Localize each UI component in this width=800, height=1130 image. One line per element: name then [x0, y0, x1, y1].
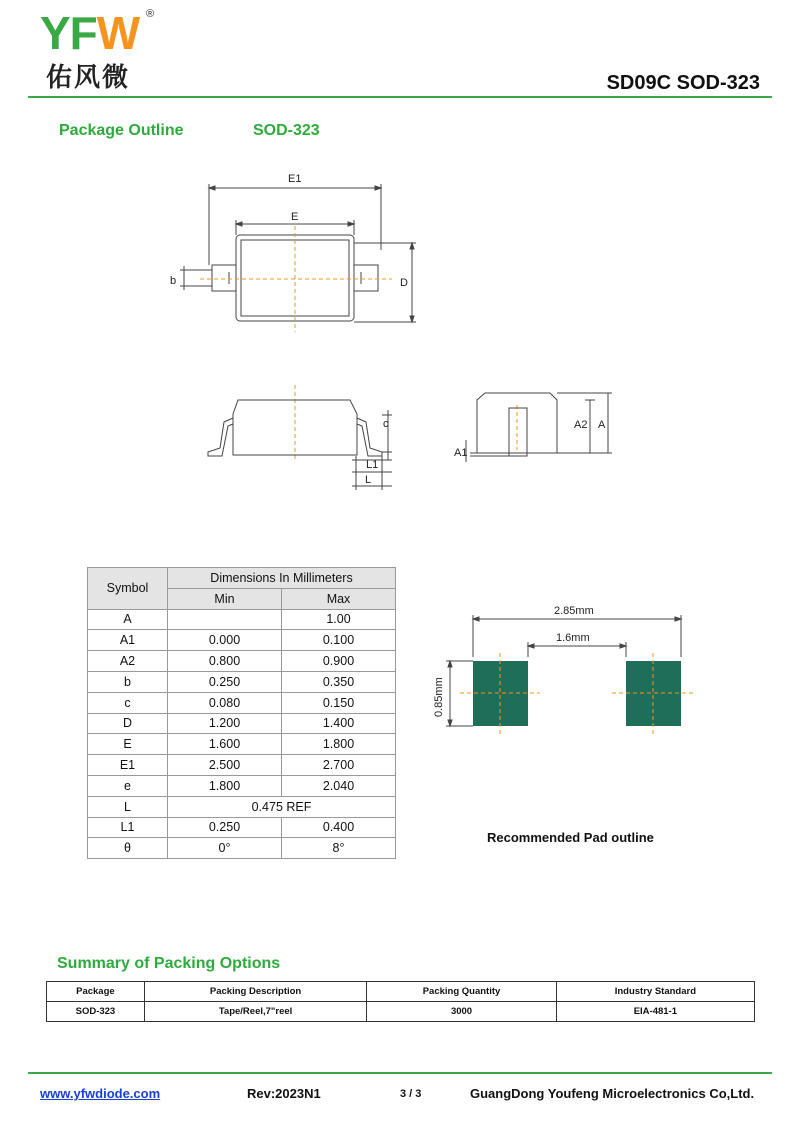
website-link[interactable]: www.yfwdiode.com: [40, 1086, 161, 1101]
pad-overall-width: 2.85mm: [554, 605, 594, 617]
label-d: D: [400, 277, 408, 289]
cell-min: 0°: [168, 838, 282, 859]
cell-min: 0.800: [168, 651, 282, 672]
cell-package: SOD-323: [47, 1002, 145, 1022]
cell-max: 0.400: [282, 817, 396, 838]
pad-caption: Recommended Pad outline: [487, 830, 654, 845]
cell-symbol: A1: [88, 630, 168, 651]
revision: Rev:2023N1: [247, 1086, 321, 1101]
label-l: L: [365, 474, 372, 486]
header-package: Package: [47, 982, 145, 1002]
cell-symbol: b: [88, 671, 168, 692]
cell-symbol: L: [88, 796, 168, 817]
package-outline-drawing: [0, 160, 800, 500]
dimensions-table: [87, 567, 396, 859]
cell-max: 2.040: [282, 775, 396, 796]
table-row: [88, 775, 396, 796]
label-b: b: [170, 275, 177, 287]
cell-min: 1.200: [168, 713, 282, 734]
label-a2: A2: [574, 419, 588, 431]
company-logo: YFW: [40, 7, 140, 59]
cell-symbol: L1: [88, 817, 168, 838]
packing-heading: Summary of Packing Options: [57, 955, 281, 972]
header-divider: [28, 96, 772, 98]
company-logo-chinese: 佑风微: [46, 63, 131, 93]
cell-packing-description: Tape/Reel,7"reel: [144, 1002, 366, 1022]
cell-max: 0.100: [282, 630, 396, 651]
cell-max: 0.350: [282, 671, 396, 692]
cell-min: 1.600: [168, 734, 282, 755]
cell-industry-standard: EIA-481-1: [556, 1002, 754, 1022]
pad-outline-drawing: [420, 595, 720, 740]
footer-divider: [28, 1072, 772, 1074]
cell-min: 0.250: [168, 671, 282, 692]
label-e: E: [291, 211, 299, 223]
cell-symbol: D: [88, 713, 168, 734]
header-packing-quantity: Packing Quantity: [367, 982, 556, 1002]
cell-symbol: A: [88, 609, 168, 630]
table-header-row: [47, 982, 755, 1002]
table-row: [88, 734, 396, 755]
cell-max: 2.700: [282, 755, 396, 776]
cell-min: 0.250: [168, 817, 282, 838]
cell-symbol: θ: [88, 838, 168, 859]
label-e1: E1: [288, 173, 302, 185]
cell-max: 1.400: [282, 713, 396, 734]
package-type-label: SOD-323: [253, 122, 320, 139]
cell-packing-quantity: 3000: [367, 1002, 556, 1022]
label-l1: L1: [366, 459, 379, 471]
pad-height: 0.85mm: [433, 677, 445, 717]
table-row: [88, 630, 396, 651]
cell-symbol: c: [88, 692, 168, 713]
page-number: 3 / 3: [400, 1088, 422, 1100]
table-row: [88, 755, 396, 776]
label-c: c: [383, 418, 389, 430]
symbol-header: Symbol: [88, 568, 168, 610]
table-row: [88, 713, 396, 734]
table-row: [88, 651, 396, 672]
dimensions-group-header: Dimensions In Millimeters: [168, 568, 396, 589]
document-title: SD09C SOD-323: [606, 72, 760, 94]
cell-max: 1.00: [282, 609, 396, 630]
cell-symbol: E1: [88, 755, 168, 776]
cell-ref: 0.475 REF: [168, 796, 396, 817]
cell-max: 1.800: [282, 734, 396, 755]
company-name: GuangDong Youfeng Microelectronics Co,Ltd.: [470, 1086, 755, 1101]
cell-max: 0.150: [282, 692, 396, 713]
cell-max: 8°: [282, 838, 396, 859]
pad-gap-width: 1.6mm: [556, 632, 590, 644]
registered-mark: ®: [146, 8, 155, 20]
cell-min: 1.800: [168, 775, 282, 796]
table-row: [47, 1002, 755, 1022]
cell-symbol: E: [88, 734, 168, 755]
package-outline-heading: Package Outline: [59, 122, 184, 139]
cell-max: 0.900: [282, 651, 396, 672]
label-a1: A1: [454, 447, 468, 459]
table-row: [88, 671, 396, 692]
table-row: [88, 692, 396, 713]
table-row: [88, 609, 396, 630]
table-row: [88, 796, 396, 817]
cell-min: 0.000: [168, 630, 282, 651]
header-packing-description: Packing Description: [144, 982, 366, 1002]
max-header: Max: [282, 588, 396, 609]
cell-min: 0.080: [168, 692, 282, 713]
header-industry-standard: Industry Standard: [556, 982, 754, 1002]
min-header: Min: [168, 588, 282, 609]
table-row: [88, 817, 396, 838]
packing-table: [46, 981, 755, 1022]
cell-symbol: A2: [88, 651, 168, 672]
cell-min: [168, 609, 282, 630]
table-row: [88, 838, 396, 859]
label-a: A: [598, 419, 606, 431]
cell-symbol: e: [88, 775, 168, 796]
cell-min: 2.500: [168, 755, 282, 776]
